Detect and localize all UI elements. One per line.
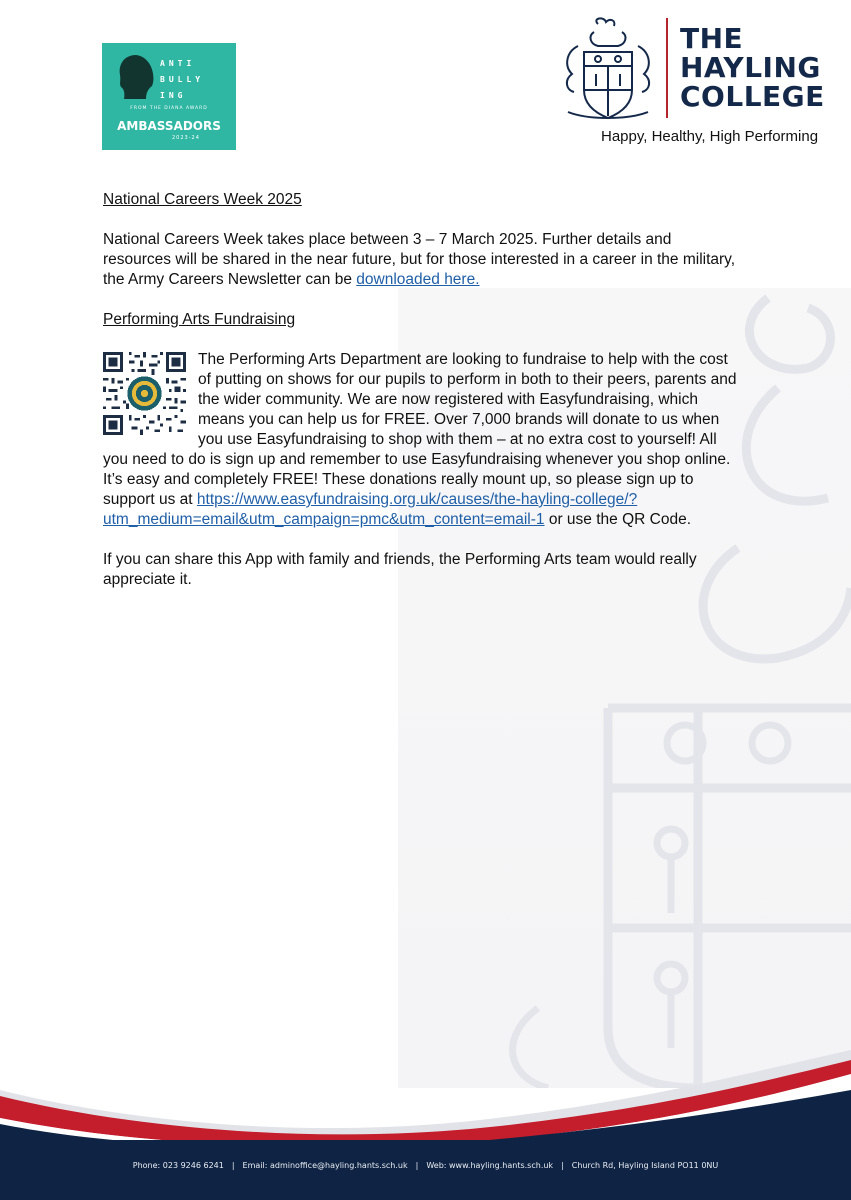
logo-divider bbox=[666, 18, 668, 118]
college-tagline: Happy, Healthy, High Performing bbox=[601, 128, 819, 145]
footer-separator: | bbox=[231, 1161, 235, 1170]
profile-head-icon bbox=[116, 53, 156, 105]
badge-word-1: ANTI bbox=[160, 59, 196, 68]
arts-heading: Performing Arts Fundraising bbox=[103, 311, 296, 328]
careers-paragraph bbox=[103, 230, 743, 290]
footer-web: Web: www.hayling.hants.sch.uk bbox=[426, 1161, 554, 1170]
newsletter-content bbox=[103, 190, 743, 590]
arts-paragraph bbox=[103, 350, 743, 530]
footer-separator: | bbox=[561, 1161, 564, 1170]
badge-word-3: ING bbox=[160, 91, 187, 100]
footer-phone: Phone: 023 9246 6241 bbox=[132, 1161, 224, 1170]
anti-bullying-ambassadors-badge bbox=[102, 43, 236, 150]
careers-heading: National Careers Week 2025 bbox=[103, 191, 302, 208]
footer-contact-line bbox=[0, 1161, 851, 1170]
college-name bbox=[680, 24, 825, 111]
easyfundraising-qr-code[interactable] bbox=[103, 352, 186, 435]
footer-separator: | bbox=[415, 1161, 419, 1170]
share-paragraph: If you can share this App with family and friends, the Performing Arts team would really appreciate it. bbox=[103, 551, 697, 588]
careers-text: National Careers Week takes place between 3 – 7 March 2025. Further details and resources will be shared in the near future, but for those interested in a career in the military, the Army Careers Newsletter can be bbox=[103, 231, 736, 288]
footer-wave-decoration bbox=[0, 1040, 851, 1150]
badge-from-text: FROM THE DIANA AWARD bbox=[130, 106, 208, 111]
qr-code-icon bbox=[103, 352, 186, 435]
easyfundraising-link[interactable]: https://www.easyfundraising.org.uk/causes/the-hayling-college/?utm_medium=email&utm_campaign=pmc&utm_content=email-1 bbox=[103, 491, 638, 528]
footer-email: Email: adminoffice@hayling.hants.sch.uk bbox=[242, 1161, 408, 1170]
arts-text-after-link: or use the QR Code. bbox=[544, 511, 691, 528]
college-name-line-1: THE bbox=[680, 22, 744, 55]
college-name-line-3: COLLEGE bbox=[680, 80, 825, 113]
footer-address: Church Rd, Hayling Island PO11 0NU bbox=[571, 1161, 719, 1170]
badge-year: 2023-24 bbox=[172, 135, 200, 141]
footer-bar bbox=[0, 1140, 851, 1200]
arts-text: The Performing Arts Department are looking to fundraise to help with the cost of putting on shows for our pupils to perform in both to their peers, parents and the wider community. We are now registered with Easyfundraising, which means you can help us for FREE. Over 7,000 brands will donate to us when you use Easyfundraising to shop with them – at no extra cost to yourself! All you need to do is sign up and remember to use Easyfundraising whenever you shop online. It’s easy and completely FREE! These donations really mount up, so please sign up to support us at bbox=[103, 351, 737, 508]
college-name-line-2: HAYLING bbox=[680, 51, 821, 84]
badge-title: AMBASSADORS bbox=[117, 119, 221, 133]
college-crest-icon bbox=[558, 16, 658, 126]
badge-word-2: BULLY bbox=[160, 75, 205, 84]
army-newsletter-download-link[interactable]: downloaded here. bbox=[356, 271, 480, 288]
